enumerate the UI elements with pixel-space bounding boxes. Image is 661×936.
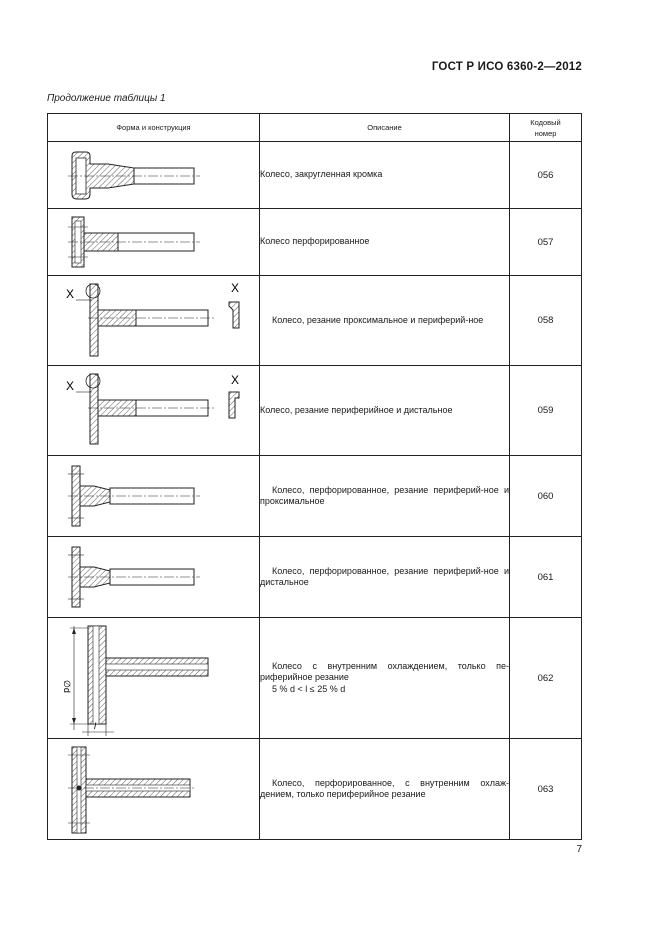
table-row [48,366,582,456]
table-row [48,456,582,537]
wheel-perforated-cooling-drawing [48,739,258,839]
figure-cell [48,209,260,276]
wheel-internal-cooling-drawing [48,618,258,738]
wheel-perforated-distal-drawing [48,537,258,617]
table-row [48,739,582,840]
wheel-rounded-edge-drawing [48,142,258,208]
table-row [48,276,582,366]
wheel-perforated-proximal-drawing [48,456,258,536]
dimension-label-d: ∅d [62,680,72,693]
figure-cell [48,618,260,739]
column-header-form: Форма и конструкция [48,114,260,142]
code-cell: 057 [510,209,582,276]
figure-cell [48,142,260,209]
code-header-line-1: Кодовый [530,117,561,127]
code-cell: 058 [510,276,582,366]
table-caption: Продолжение таблицы 1 [47,93,166,104]
page-number: 7 [576,844,582,855]
code-cell: 061 [510,537,582,618]
figure-cell [48,276,260,366]
table-row [48,537,582,618]
section-label-x: X [66,287,75,301]
description-formula: 5 % d < l ≤ 25 % d [272,683,346,694]
table-row [48,142,582,209]
figure-cell [48,739,260,840]
wheel-peripheral-distal-drawing [48,366,258,455]
code-header-line-2: номер [534,128,557,138]
wheel-perforated-drawing [48,209,258,275]
description-cell: Колесо, перфорированное, с внутренним охлаж-дением, только периферийное резание [260,739,510,840]
description-cell: Колесо перфорированное [260,209,510,276]
description-cell: Колесо, резание периферийное и дистальное [260,366,510,456]
description-line: Колесо с внутренним охлаждением, только пе-риферийное резание [260,660,509,683]
description-cell: Колесо, закругленная кромка [260,142,510,209]
table-header-row [48,114,582,142]
description-cell [260,618,510,739]
code-cell: 062 [510,618,582,739]
table-row [48,209,582,276]
detail-label-x: X [231,373,240,387]
document-header: ГОСТ Р ИСО 6360-2—2012 [431,61,582,73]
code-cell: 056 [510,142,582,209]
column-header-code [510,114,582,142]
figure-cell [48,537,260,618]
figure-cell [48,366,260,456]
description-cell: Колесо, перфорированное, резание периферий-ное и проксимальное [260,456,510,537]
code-cell: 059 [510,366,582,456]
description-cell: Колесо, резание проксимальное и периферий-ное [260,276,510,366]
description-cell: Колесо, перфорированное, резание периферий-ное и дистальное [260,537,510,618]
code-cell: 063 [510,739,582,840]
dimension-label-l: l [94,721,96,731]
wheel-proximal-peripheral-drawing [48,276,258,365]
tool-shapes-table [47,113,582,840]
figure-cell [48,456,260,537]
code-cell: 060 [510,456,582,537]
section-label-x: X [66,379,75,393]
detail-label-x: X [231,281,240,295]
column-header-description: Описание [260,114,510,142]
table-row [48,618,582,739]
